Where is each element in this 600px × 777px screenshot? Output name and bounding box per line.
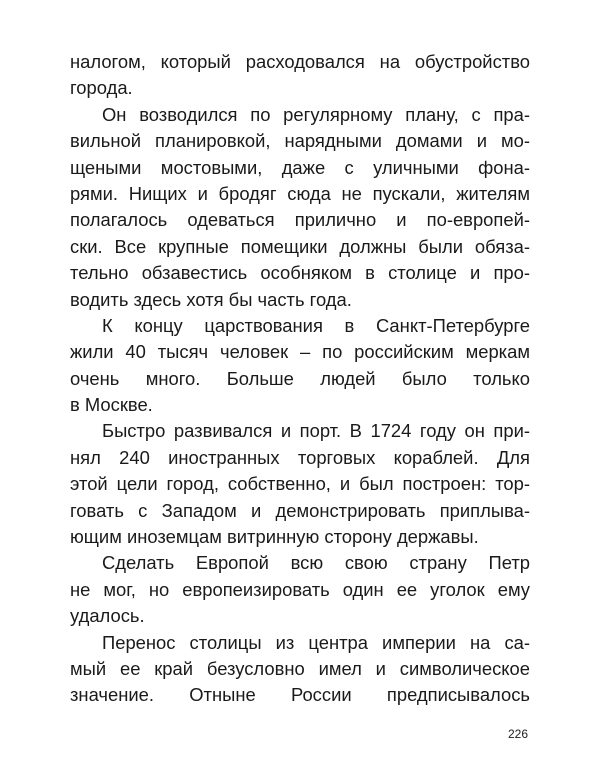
- paragraph: [70, 550, 530, 629]
- text-line: Перенос столицы из центра империи на са-: [102, 631, 530, 653]
- text-line: говать с Западом и демонстрировать приплыва-: [70, 499, 530, 521]
- text-line: вильной планировкой, нарядными домами и мо-: [70, 130, 530, 152]
- text-line: этой цели город, собственно, и был построен: тор-: [70, 473, 530, 495]
- text-line: Быстро развивался и порт. В 1724 году он при-: [102, 420, 530, 442]
- text-line: в Москве.: [70, 394, 153, 416]
- text-line: очень много. Больше людей было только: [70, 367, 530, 389]
- paragraph: [70, 102, 530, 313]
- text-line: К концу царствования в Санкт-Петербурге: [102, 314, 530, 336]
- text-line: полагалось одеваться прилично и по-европей-: [70, 209, 530, 231]
- text-line: Он возводился по регулярному плану, с пра-: [102, 103, 530, 125]
- page-body: [70, 49, 530, 709]
- paragraph: [70, 313, 530, 419]
- text-line: щеными мостовыми, даже с уличными фона-: [70, 156, 530, 178]
- text-line: значение. Отныне России предписывалось: [70, 684, 530, 706]
- paragraph: [70, 418, 530, 550]
- text-line: города.: [70, 77, 133, 99]
- page-number: 226: [507, 727, 528, 741]
- text-line: не мог, но европеизировать один ее уголок ему: [70, 578, 530, 600]
- text-line: налогом, который расходовался на обустройство: [70, 51, 530, 72]
- text-line: тельно обзавестись особняком в столице и про-: [70, 262, 530, 284]
- paragraph: [70, 49, 530, 102]
- text-line: нял 240 иностранных торговых кораблей. Для: [70, 446, 530, 468]
- text-line: Сделать Европой всю свою страну Петр: [102, 552, 530, 574]
- text-line: водить здесь хотя бы часть года.: [70, 288, 352, 310]
- text-line: удалось.: [70, 605, 145, 627]
- text-line: ющим иноземцам витринную сторону державы.: [70, 526, 479, 548]
- paragraph: [70, 630, 530, 709]
- text-line: рями. Нищих и бродяг сюда не пускали, жителям: [70, 182, 530, 204]
- text-line: жили 40 тысяч человек – по российским меркам: [70, 341, 530, 363]
- text-line: ски. Все крупные помещики должны были обяза-: [70, 235, 530, 257]
- text-line: мый ее край безусловно имел и символическое: [70, 657, 530, 679]
